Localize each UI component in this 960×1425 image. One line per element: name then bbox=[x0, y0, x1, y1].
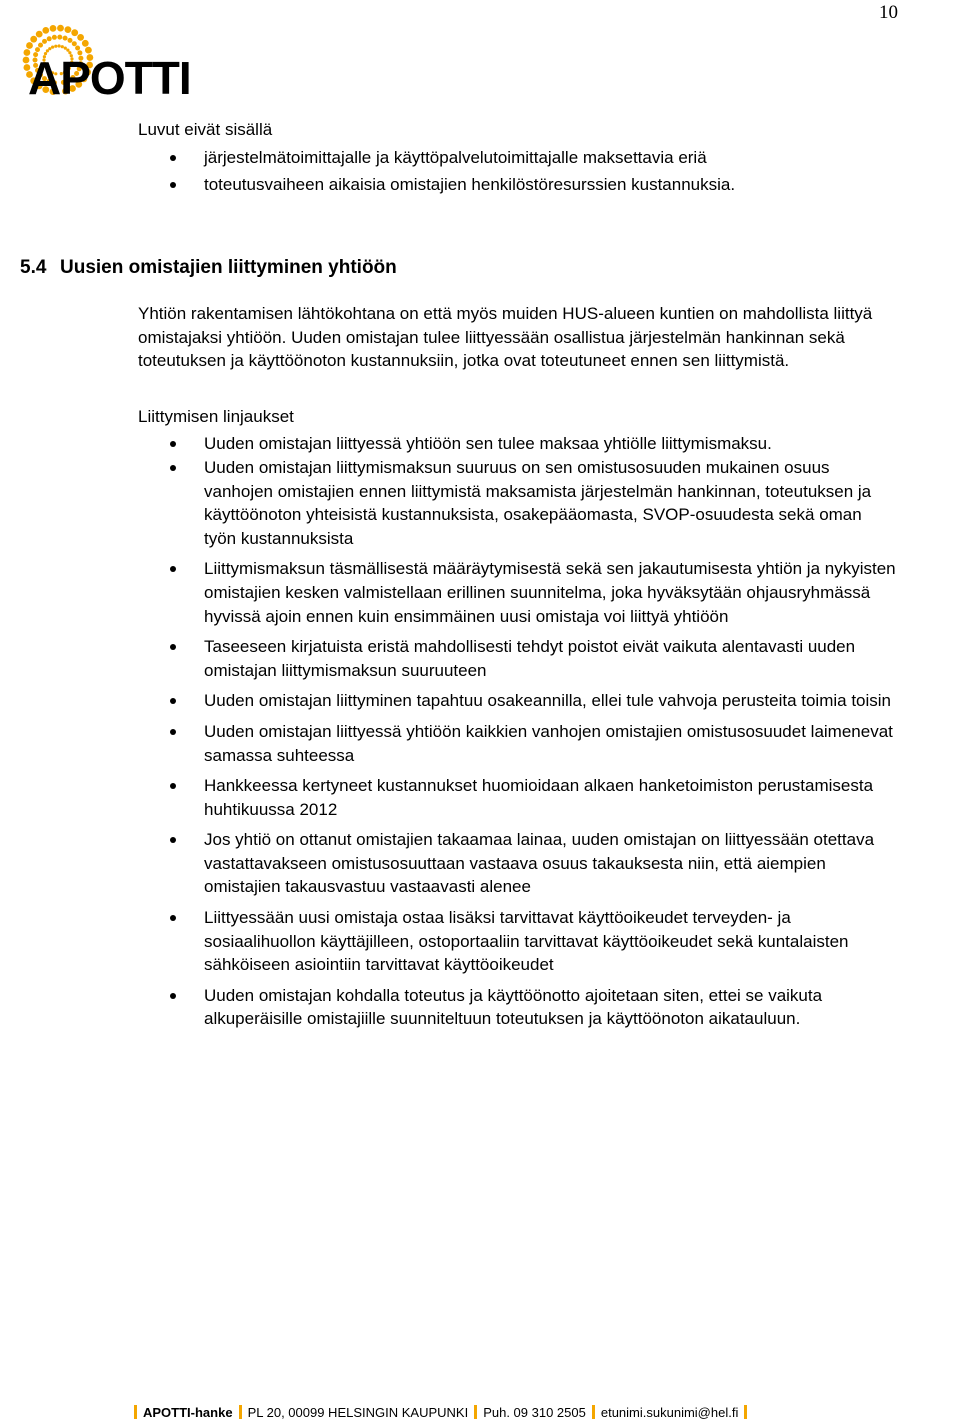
logo-dot bbox=[52, 35, 57, 40]
logo-dot bbox=[72, 41, 77, 46]
logo-dot bbox=[57, 35, 62, 40]
list-item: Uuden omistajan liittyminen tapahtuu osakeannilla, ellei tule vahvoja perusteita toimia toisin bbox=[138, 689, 898, 713]
logo-dot bbox=[77, 34, 84, 41]
page-content bbox=[138, 118, 898, 201]
logo-dot bbox=[38, 43, 43, 48]
logo-dot bbox=[75, 46, 80, 51]
logo-dot bbox=[36, 31, 43, 38]
logo-dot bbox=[63, 36, 68, 41]
logo-dot bbox=[65, 26, 72, 33]
list-item: järjestelmätoimittajalle ja käyttöpalvelutoimittajalle maksettavia eriä bbox=[138, 146, 898, 170]
footer-separator bbox=[744, 1405, 747, 1419]
section-paragraph: Yhtiön rakentamisen lähtökohtana on että myös muiden HUS-alueen kuntien on mahdollista liittyä omistajaksi yhtiöön. Uuden omistajan tulee liittyessään osallistua järjestelmän hankinnan sekä toteutuksen ja käyttöönoton kustannuksiin, jotka ovat toteutuneet ennen sen liittymistä. bbox=[138, 304, 873, 371]
footer-separator bbox=[474, 1405, 477, 1419]
logo-dot bbox=[30, 36, 37, 43]
logo-dot bbox=[42, 27, 49, 34]
logo-dot bbox=[64, 47, 67, 50]
list-item: Uuden omistajan liittymismaksun suuruus on sen omistusosuuden mukainen osuus vanhojen omistajien ennen liittymistä maksamista järjestelmän hankinnan, toteutuksen ja käyttöönoton yhteisistä kustannuksista, osakepääomasta, SVOP-osuudesta sekä oman työn kustannuksista bbox=[138, 456, 898, 550]
intro-list bbox=[138, 146, 898, 197]
list-item: Uuden omistajan liittyessä yhtiöön sen tulee maksaa yhtiölle liittymismaksu. bbox=[138, 432, 898, 456]
section-title: Uusien omistajien liittyminen yhtiöön bbox=[60, 257, 397, 278]
intro-lead: Luvut eivät sisällä bbox=[138, 120, 273, 139]
logo-dot bbox=[82, 40, 89, 47]
logo-text: APOTTI bbox=[28, 52, 191, 104]
logo-dot bbox=[47, 36, 52, 41]
section-body bbox=[138, 302, 898, 1038]
section-number: 5.4 bbox=[20, 257, 47, 278]
apotti-logo bbox=[6, 20, 216, 120]
list-item: Jos yhtiö on ottanut omistajien takaamaa lainaa, uuden omistajan on liittyessään otettava vastattavakseen omistusosuuttaan vastaava osuus takauksesta niin, että aiempien omistajien takausvastuu vastaavasti alenee bbox=[138, 828, 898, 899]
list-item: Uuden omistajan liittyessä yhtiöön kaikkien vanhojen omistajien omistusosuudet laimenevat samassa suhteessa bbox=[138, 720, 898, 767]
list-item: Liittyessään uusi omistaja ostaa lisäksi tarvittavat käyttöoikeudet terveyden- ja sosiaalihuollon käyttäjilleen, ostoportaaliin tarvittavat käyttöoikeudet sekä kuntalaisten sähköiseen asiointiin tarvittavat käyttöoikeudet bbox=[138, 906, 898, 977]
footer-email: etunimi.sukunimi@hel.fi bbox=[600, 1405, 739, 1420]
footer-phone: Puh. 09 310 2505 bbox=[483, 1405, 586, 1420]
logo-dot bbox=[68, 38, 73, 43]
list-item: Hankkeessa kertyneet kustannukset huomioidaan alkaen hanketoimiston perustamisesta huhtikuussa 2012 bbox=[138, 774, 898, 821]
section-heading bbox=[20, 257, 397, 279]
footer-brand: APOTTI-hanke bbox=[143, 1405, 233, 1420]
logo-dot bbox=[71, 29, 78, 36]
footer-separator bbox=[592, 1405, 595, 1419]
footer-address: PL 20, 00099 HELSINGIN KAUPUNKI bbox=[247, 1405, 469, 1420]
logo-dot bbox=[48, 47, 51, 50]
logo-dot bbox=[26, 42, 33, 49]
footer-separator bbox=[239, 1405, 242, 1419]
logo-dot bbox=[50, 25, 57, 32]
policy-list bbox=[138, 432, 898, 1031]
list-item: Uuden omistajan kohdalla toteutus ja käyttöönotto ajoitetaan siten, ettei se vaikuta alkuperäisille omistajiille suunniteltuun toteutuksen ja käyttöönoton aikatauluun. bbox=[138, 984, 898, 1031]
footer-separator bbox=[134, 1405, 137, 1419]
page-number: 10 bbox=[879, 2, 898, 23]
logo-dot bbox=[51, 46, 54, 49]
logo-dot bbox=[54, 45, 57, 48]
logo-dot bbox=[58, 44, 61, 47]
logo-dot bbox=[61, 45, 64, 48]
logo-dot bbox=[42, 39, 47, 44]
subheading: Liittymisen linjaukset bbox=[138, 406, 294, 426]
list-item: Taseeseen kirjatuista eristä mahdollisesti tehdyt poistot eivät vaikuta alentavasti uuden omistajan liittymismaksun suuruuteen bbox=[138, 635, 898, 682]
list-item: Liittymismaksun täsmällisestä määräytymisestä sekä sen jakautumisesta yhtiön ja nykyisten omistajien kesken valmistellaan erillinen suunnitelma, joka hyväksytään ohjausryhmässä hyvissä ajoin ennen kuin ensimmäinen uusi omistaja voi liittyä yhtiöön bbox=[138, 557, 898, 628]
page-footer bbox=[134, 1405, 753, 1420]
list-item: toteutusvaiheen aikaisia omistajien henkilöstöresurssien kustannuksia. bbox=[138, 173, 898, 197]
logo-dot bbox=[57, 25, 64, 32]
